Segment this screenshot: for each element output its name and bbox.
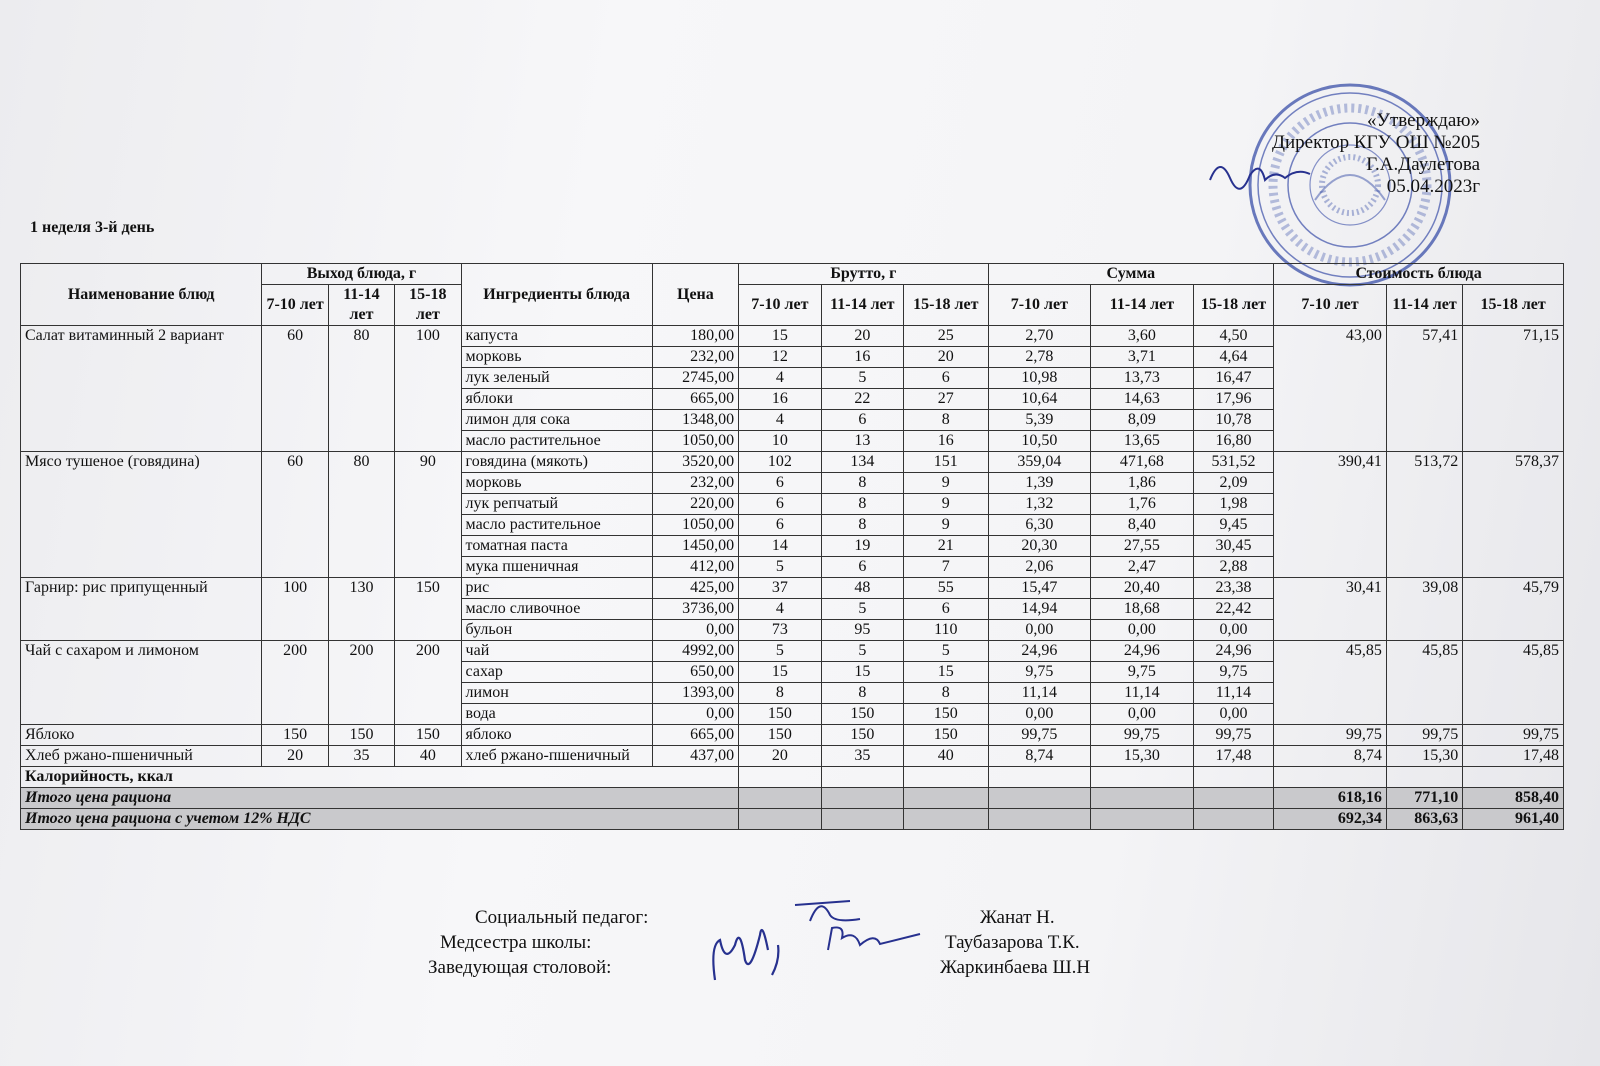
total-value: 771,10	[1386, 788, 1462, 809]
dish-cost: 39,08	[1386, 578, 1462, 641]
dish-yield: 40	[395, 746, 461, 767]
signature-role: Заведующая столовой:	[428, 957, 612, 978]
ingredient-sum: 2,09	[1193, 473, 1273, 494]
total-empty-cell	[739, 788, 821, 809]
ingredient-brutto: 9	[904, 515, 988, 536]
ingredient-sum: 9,75	[1091, 662, 1194, 683]
calories-cell	[1463, 767, 1564, 788]
ingredient-sum: 1,32	[988, 494, 1091, 515]
ingredient-brutto: 15	[904, 662, 988, 683]
ingredient-price: 0,00	[652, 704, 738, 725]
nurse-signature	[820, 920, 930, 960]
ingredient-sum: 0,00	[1091, 620, 1194, 641]
ingredient-brutto: 5	[821, 641, 903, 662]
ingredient-brutto: 8	[821, 515, 903, 536]
dish-yield: 35	[328, 746, 394, 767]
ingredient-name: вода	[461, 704, 652, 725]
dish-yield: 100	[262, 578, 328, 641]
dish-name: Яблоко	[21, 725, 262, 746]
ingredient-price: 1050,00	[652, 515, 738, 536]
ingredient-price: 3736,00	[652, 599, 738, 620]
ingredient-brutto: 16	[821, 347, 903, 368]
total-value: 692,34	[1274, 809, 1387, 830]
dish-yield: 150	[395, 578, 461, 641]
ingredient-name: капуста	[461, 326, 652, 347]
ingredient-sum: 8,74	[988, 746, 1091, 767]
approval-heading: «Утверждаю»	[1367, 110, 1480, 131]
header-sum-age1: 7-10 лет	[988, 285, 1091, 326]
ingredient-brutto: 20	[904, 347, 988, 368]
header-cost-age2: 11-14 лет	[1386, 285, 1462, 326]
ingredient-brutto: 150	[821, 725, 903, 746]
ingredient-sum: 8,09	[1091, 410, 1194, 431]
dish-yield: 200	[262, 641, 328, 725]
ingredient-brutto: 6	[739, 473, 821, 494]
ingredient-sum: 22,42	[1193, 599, 1273, 620]
ingredient-sum: 13,73	[1091, 368, 1194, 389]
ingredient-name: яблоки	[461, 389, 652, 410]
dish-cost: 8,74	[1274, 746, 1387, 767]
dish-cost: 390,41	[1274, 452, 1387, 578]
ingredient-brutto: 21	[904, 536, 988, 557]
ingredient-sum: 2,70	[988, 326, 1091, 347]
ingredient-price: 665,00	[652, 725, 738, 746]
ingredient-price: 180,00	[652, 326, 738, 347]
dish-cost: 99,75	[1386, 725, 1462, 746]
ingredient-name: лимон	[461, 683, 652, 704]
total-value: 961,40	[1463, 809, 1564, 830]
ingredient-price: 2745,00	[652, 368, 738, 389]
dish-yield: 80	[328, 452, 394, 578]
ingredient-sum: 11,14	[1091, 683, 1194, 704]
total-empty-cell	[1193, 809, 1273, 830]
calories-cell	[1274, 767, 1387, 788]
ingredient-brutto: 6	[739, 515, 821, 536]
ingredient-sum: 24,96	[988, 641, 1091, 662]
ingredient-brutto: 110	[904, 620, 988, 641]
ingredient-brutto: 20	[739, 746, 821, 767]
dish-yield: 150	[262, 725, 328, 746]
ingredient-sum: 10,98	[988, 368, 1091, 389]
signature-role: Социальный педагог:	[475, 907, 649, 928]
dish-yield: 60	[262, 452, 328, 578]
ingredient-brutto: 5	[821, 368, 903, 389]
ingredient-sum: 24,96	[1193, 641, 1273, 662]
ingredient-brutto: 12	[739, 347, 821, 368]
ingredient-brutto: 5	[821, 599, 903, 620]
ingredient-brutto: 151	[904, 452, 988, 473]
ingredient-sum: 0,00	[1193, 620, 1273, 641]
ingredient-price: 220,00	[652, 494, 738, 515]
ingredient-brutto: 150	[904, 704, 988, 725]
total-empty-cell	[821, 809, 903, 830]
dish-yield: 20	[262, 746, 328, 767]
ingredient-price: 650,00	[652, 662, 738, 683]
signature-name: Жаркинбаева Ш.Н	[940, 957, 1091, 978]
ingredient-sum: 1,98	[1193, 494, 1273, 515]
ingredient-brutto: 15	[739, 326, 821, 347]
ingredient-brutto: 73	[739, 620, 821, 641]
calories-cell	[1193, 767, 1273, 788]
dish-yield: 200	[395, 641, 461, 725]
total-label: Итого цена рациона с учетом 12% НДС	[21, 809, 739, 830]
dish-yield: 100	[395, 326, 461, 452]
ingredient-sum: 14,94	[988, 599, 1091, 620]
ingredient-sum: 20,30	[988, 536, 1091, 557]
ingredient-sum: 99,75	[988, 725, 1091, 746]
ingredient-price: 232,00	[652, 347, 738, 368]
director-signature	[1205, 150, 1315, 195]
ingredient-name: лук зеленый	[461, 368, 652, 389]
ingredient-sum: 0,00	[1091, 704, 1194, 725]
ingredient-sum: 18,68	[1091, 599, 1194, 620]
calories-label: Калорийность, ккал	[21, 767, 739, 788]
ingredient-brutto: 5	[739, 557, 821, 578]
dish-cost: 43,00	[1274, 326, 1387, 452]
ingredient-name: бульон	[461, 620, 652, 641]
header-sum-age3: 15-18 лет	[1193, 285, 1273, 326]
ingredient-price: 1450,00	[652, 536, 738, 557]
total-empty-cell	[1193, 788, 1273, 809]
ingredient-sum: 2,78	[988, 347, 1091, 368]
dish-cost: 578,37	[1463, 452, 1564, 578]
table-row	[21, 578, 1564, 599]
ingredient-brutto: 37	[739, 578, 821, 599]
ingredient-brutto: 55	[904, 578, 988, 599]
ingredient-name: томатная паста	[461, 536, 652, 557]
total-empty-cell	[739, 809, 821, 830]
ingredient-sum: 1,86	[1091, 473, 1194, 494]
dish-yield: 150	[328, 725, 394, 746]
calories-cell	[1386, 767, 1462, 788]
dish-name: Гарнир: рис припущенный	[21, 578, 262, 641]
dish-cost: 71,15	[1463, 326, 1564, 452]
ingredient-brutto: 48	[821, 578, 903, 599]
ingredient-brutto: 8	[821, 683, 903, 704]
header-cost: Стоимость блюда	[1274, 264, 1564, 285]
calories-cell	[821, 767, 903, 788]
total-empty-cell	[904, 788, 988, 809]
ingredient-price: 4992,00	[652, 641, 738, 662]
ingredient-name: мука пшеничная	[461, 557, 652, 578]
approval-date: 05.04.2023г	[1386, 176, 1480, 197]
dish-yield: 80	[328, 326, 394, 452]
table-row	[21, 452, 1564, 473]
header-row-top	[21, 264, 1564, 285]
ingredient-sum: 4,64	[1193, 347, 1273, 368]
ingredient-brutto: 20	[821, 326, 903, 347]
ingredient-brutto: 6	[739, 494, 821, 515]
canteen-head-signature	[700, 905, 790, 990]
table-row	[21, 725, 1564, 746]
dish-yield: 150	[395, 725, 461, 746]
ingredient-sum: 359,04	[988, 452, 1091, 473]
ingredient-sum: 15,30	[1091, 746, 1194, 767]
ingredient-brutto: 102	[739, 452, 821, 473]
ingredient-sum: 5,39	[988, 410, 1091, 431]
ingredient-brutto: 40	[904, 746, 988, 767]
ingredient-price: 1050,00	[652, 431, 738, 452]
ingredient-brutto: 8	[739, 683, 821, 704]
table-row	[21, 641, 1564, 662]
header-brutto-age1: 7-10 лет	[739, 285, 821, 326]
total-empty-cell	[1091, 809, 1194, 830]
ingredient-sum: 4,50	[1193, 326, 1273, 347]
ingredient-brutto: 7	[904, 557, 988, 578]
signature-name: Жанат Н.	[980, 907, 1055, 928]
ingredient-sum: 10,50	[988, 431, 1091, 452]
ingredient-brutto: 19	[821, 536, 903, 557]
ingredient-name: говядина (мякоть)	[461, 452, 652, 473]
ingredient-name: масло сливочное	[461, 599, 652, 620]
signature-name: Таубазарова Т.К.	[945, 932, 1080, 953]
ingredient-brutto: 4	[739, 410, 821, 431]
ingredient-brutto: 95	[821, 620, 903, 641]
ingredient-name: лимон для сока	[461, 410, 652, 431]
ingredient-brutto: 35	[821, 746, 903, 767]
ingredient-sum: 11,14	[1193, 683, 1273, 704]
table-row	[21, 326, 1564, 347]
ingredient-sum: 1,39	[988, 473, 1091, 494]
ingredient-name: чай	[461, 641, 652, 662]
ingredient-brutto: 150	[821, 704, 903, 725]
ingredient-sum: 16,80	[1193, 431, 1273, 452]
ingredient-sum: 471,68	[1091, 452, 1194, 473]
ingredient-sum: 0,00	[1193, 704, 1273, 725]
total-row	[21, 809, 1564, 830]
dish-cost: 45,85	[1463, 641, 1564, 725]
ingredient-sum: 27,55	[1091, 536, 1194, 557]
ingredient-name: масло растительное	[461, 431, 652, 452]
ingredient-brutto: 16	[904, 431, 988, 452]
approval-block	[1150, 110, 1480, 198]
dish-name: Мясо тушеное (говядина)	[21, 452, 262, 578]
ingredient-sum: 13,65	[1091, 431, 1194, 452]
ingredient-name: хлеб ржано-пшеничный	[461, 746, 652, 767]
header-brutto: Брутто, г	[739, 264, 988, 285]
ingredient-brutto: 6	[904, 599, 988, 620]
total-empty-cell	[988, 809, 1091, 830]
ingredient-sum: 0,00	[988, 704, 1091, 725]
ingredient-sum: 15,47	[988, 578, 1091, 599]
ingredient-name: морковь	[461, 473, 652, 494]
ingredient-sum: 9,45	[1193, 515, 1273, 536]
dish-yield: 60	[262, 326, 328, 452]
ingredient-brutto: 8	[821, 494, 903, 515]
dish-cost: 45,79	[1463, 578, 1564, 641]
signature-role: Медсестра школы:	[440, 932, 592, 953]
header-brutto-age3: 15-18 лет	[904, 285, 988, 326]
ingredient-brutto: 150	[739, 704, 821, 725]
dish-yield: 90	[395, 452, 461, 578]
ingredient-brutto: 4	[739, 599, 821, 620]
ingredient-brutto: 14	[739, 536, 821, 557]
total-value: 618,16	[1274, 788, 1387, 809]
ingredient-sum: 9,75	[988, 662, 1091, 683]
ingredient-sum: 11,14	[988, 683, 1091, 704]
dish-yield: 130	[328, 578, 394, 641]
ingredient-brutto: 4	[739, 368, 821, 389]
dish-cost: 15,30	[1386, 746, 1462, 767]
dish-name: Чай с сахаром и лимоном	[21, 641, 262, 725]
ingredient-brutto: 9	[904, 494, 988, 515]
dish-cost: 45,85	[1274, 641, 1387, 725]
ingredient-brutto: 27	[904, 389, 988, 410]
ingredient-sum: 2,47	[1091, 557, 1194, 578]
total-empty-cell	[904, 809, 988, 830]
ingredient-name: рис	[461, 578, 652, 599]
ingredient-brutto: 150	[904, 725, 988, 746]
ingredient-name: масло растительное	[461, 515, 652, 536]
ingredient-price: 1348,00	[652, 410, 738, 431]
header-brutto-age2: 11-14 лет	[821, 285, 903, 326]
table-row	[21, 746, 1564, 767]
dish-name: Хлеб ржано-пшеничный	[21, 746, 262, 767]
ingredient-sum: 10,64	[988, 389, 1091, 410]
ingredient-brutto: 9	[904, 473, 988, 494]
header-yield: Выход блюда, г	[262, 264, 461, 285]
ingredient-brutto: 8	[821, 473, 903, 494]
ingredient-name: сахар	[461, 662, 652, 683]
dish-name: Салат витаминный 2 вариант	[21, 326, 262, 452]
ingredient-brutto: 5	[739, 641, 821, 662]
ingredient-brutto: 15	[821, 662, 903, 683]
header-dish-name: Наименование блюд	[21, 264, 262, 326]
approval-name: Г.А.Даулетова	[1366, 154, 1480, 175]
total-empty-cell	[821, 788, 903, 809]
ingredient-sum: 16,47	[1193, 368, 1273, 389]
ingredient-brutto: 134	[821, 452, 903, 473]
ingredient-sum: 8,40	[1091, 515, 1194, 536]
dish-cost: 57,41	[1386, 326, 1462, 452]
ingredient-brutto: 22	[821, 389, 903, 410]
header-cost-age1: 7-10 лет	[1274, 285, 1387, 326]
ingredient-name: яблоко	[461, 725, 652, 746]
ingredient-name: лук репчатый	[461, 494, 652, 515]
dish-cost: 99,75	[1274, 725, 1387, 746]
ingredient-sum: 14,63	[1091, 389, 1194, 410]
menu-table	[20, 263, 1564, 830]
ingredient-sum: 10,78	[1193, 410, 1273, 431]
header-yield-age2: 11-14 лет	[328, 285, 394, 326]
ingredient-brutto: 6	[821, 557, 903, 578]
ingredient-brutto: 16	[739, 389, 821, 410]
header-yield-age3: 15-18 лет	[395, 285, 461, 326]
dish-cost: 45,85	[1386, 641, 1462, 725]
ingredient-sum: 23,38	[1193, 578, 1273, 599]
ingredient-sum: 17,48	[1193, 746, 1273, 767]
day-title: 1 неделя 3-й день	[30, 219, 155, 236]
ingredient-sum: 2,88	[1193, 557, 1273, 578]
header-ingredients: Ингредиенты блюда	[461, 264, 652, 326]
calories-cell	[739, 767, 821, 788]
ingredient-sum: 20,40	[1091, 578, 1194, 599]
dish-cost: 17,48	[1463, 746, 1564, 767]
header-yield-age1: 7-10 лет	[262, 285, 328, 326]
ingredient-name: морковь	[461, 347, 652, 368]
ingredient-sum: 99,75	[1091, 725, 1194, 746]
header-sum-age2: 11-14 лет	[1091, 285, 1194, 326]
calories-cell	[988, 767, 1091, 788]
header-sum: Сумма	[988, 264, 1274, 285]
ingredient-brutto: 25	[904, 326, 988, 347]
ingredient-sum: 24,96	[1091, 641, 1194, 662]
calories-row	[21, 767, 1564, 788]
ingredient-brutto: 8	[904, 683, 988, 704]
ingredient-sum: 531,52	[1193, 452, 1273, 473]
ingredient-price: 425,00	[652, 578, 738, 599]
ingredient-brutto: 15	[739, 662, 821, 683]
ingredient-sum: 9,75	[1193, 662, 1273, 683]
total-empty-cell	[988, 788, 1091, 809]
total-row	[21, 788, 1564, 809]
ingredient-sum: 30,45	[1193, 536, 1273, 557]
ingredient-sum: 3,71	[1091, 347, 1194, 368]
ingredient-price: 1393,00	[652, 683, 738, 704]
ingredient-price: 412,00	[652, 557, 738, 578]
ingredient-sum: 3,60	[1091, 326, 1194, 347]
ingredient-sum: 2,06	[988, 557, 1091, 578]
ingredient-brutto: 5	[904, 641, 988, 662]
dish-yield: 200	[328, 641, 394, 725]
ingredient-price: 232,00	[652, 473, 738, 494]
calories-cell	[1091, 767, 1194, 788]
header-price: Цена	[652, 264, 738, 326]
ingredient-sum: 0,00	[988, 620, 1091, 641]
total-empty-cell	[1091, 788, 1194, 809]
ingredient-price: 3520,00	[652, 452, 738, 473]
total-label: Итого цена рациона	[21, 788, 739, 809]
ingredient-sum: 17,96	[1193, 389, 1273, 410]
ingredient-brutto: 6	[904, 368, 988, 389]
ingredient-price: 437,00	[652, 746, 738, 767]
dish-cost: 513,72	[1386, 452, 1462, 578]
ingredient-price: 665,00	[652, 389, 738, 410]
total-value: 863,63	[1386, 809, 1462, 830]
ingredient-brutto: 6	[821, 410, 903, 431]
ingredient-brutto: 10	[739, 431, 821, 452]
ingredient-sum: 6,30	[988, 515, 1091, 536]
calories-cell	[904, 767, 988, 788]
dish-cost: 30,41	[1274, 578, 1387, 641]
ingredient-sum: 1,76	[1091, 494, 1194, 515]
ingredient-sum: 99,75	[1193, 725, 1273, 746]
ingredient-brutto: 13	[821, 431, 903, 452]
total-value: 858,40	[1463, 788, 1564, 809]
ingredient-brutto: 8	[904, 410, 988, 431]
ingredient-brutto: 150	[739, 725, 821, 746]
approval-position: Директор КГУ ОШ №205	[1272, 132, 1480, 153]
dish-cost: 99,75	[1463, 725, 1564, 746]
ingredient-price: 0,00	[652, 620, 738, 641]
header-cost-age3: 15-18 лет	[1463, 285, 1564, 326]
